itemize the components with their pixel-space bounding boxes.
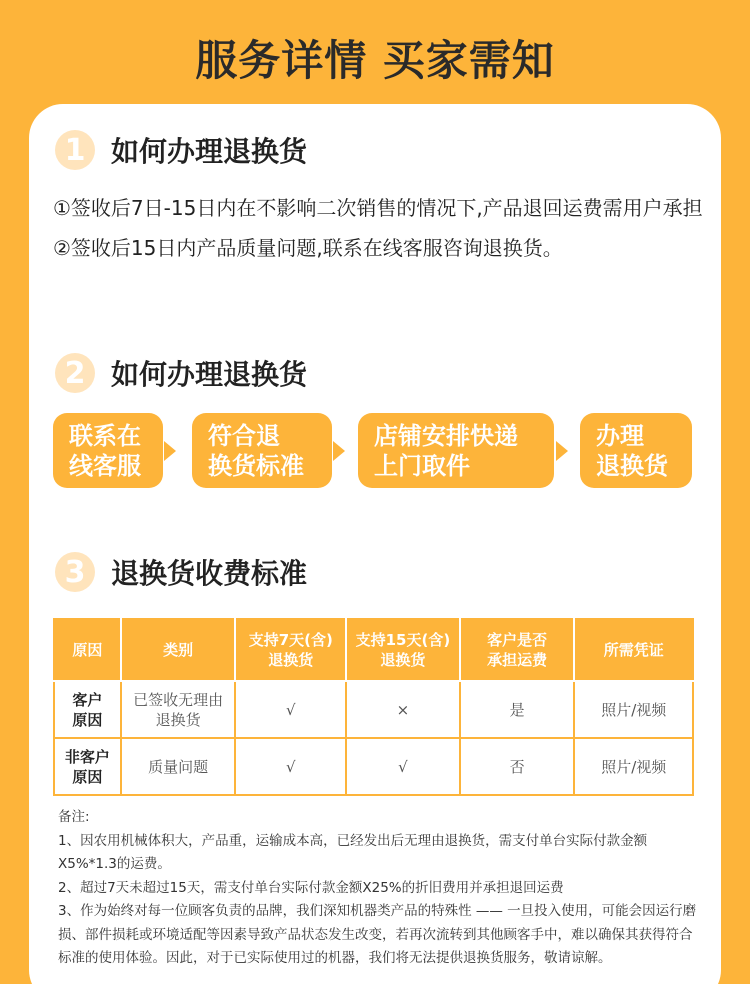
notes-heading: 备注: [58, 809, 90, 825]
process-step-4-line1: 办理 [596, 421, 644, 450]
process-step-3-line2: 上门取件 [374, 451, 470, 480]
notes-item: 1、因农用机械体积大，产品重，运输成本高，已经发出后无理由退换货，需支付单台实际付款金额X5%*1.3的运费。 [58, 832, 648, 872]
table-cell-15day: × [346, 681, 460, 738]
process-step-4-line2: 退换货 [596, 451, 668, 480]
process-step-1-line2: 线客服 [69, 451, 141, 480]
section-3-number-badge: 3 [55, 552, 95, 592]
table-header-cell: 所需凭证 [574, 619, 693, 681]
section-3-title: 退换货收费标准 [111, 557, 308, 590]
section-2-title: 如何办理退换货 [111, 358, 308, 391]
section-1-number-badge: 1 [55, 130, 95, 170]
table-cell-proof: 照片/视频 [574, 738, 693, 795]
table-header-cell: 客户是否承担运费 [460, 619, 575, 681]
arrow-right-icon [556, 441, 568, 461]
table-cell-15day: √ [346, 738, 460, 795]
process-step-4 [580, 413, 692, 488]
section-1-header [55, 130, 307, 170]
section-3-header [55, 552, 307, 592]
table-cell-category: 已签收无理由退换货 [121, 681, 236, 738]
process-step-3-line1: 店铺安排快递 [374, 421, 518, 450]
section-1-item-1: ①签收后7日-15日内在不影响二次销售的情况下,产品退回运费需用户承担 [53, 196, 703, 220]
table-header-cell: 原因 [54, 619, 121, 681]
process-step-1-line1: 联系在 [69, 421, 141, 450]
table-cell-7day: √ [235, 681, 346, 738]
table-cell-reason: 非客户原因 [54, 738, 121, 795]
section-1-text [53, 190, 713, 266]
table-header-cell: 支持7天(含)退换货 [235, 619, 346, 681]
table-row [54, 738, 693, 795]
table-cell-reason: 客户原因 [54, 681, 121, 738]
section-2-header [55, 353, 307, 393]
section-1-item-2: ②签收后15日内产品质量问题,联系在线客服咨询退换货。 [53, 236, 563, 260]
arrow-right-icon [333, 441, 345, 461]
table-cell-freight: 否 [460, 738, 575, 795]
process-step-2-line2: 换货标准 [208, 451, 304, 480]
arrow-right-icon [164, 441, 176, 461]
process-step-1 [53, 413, 163, 488]
process-step-2 [192, 413, 332, 488]
page-title: 服务详情 买家需知 [195, 36, 555, 85]
table-cell-category: 质量问题 [121, 738, 236, 795]
info-card [29, 104, 721, 984]
notes-item: 2、超过7天未超过15天，需支付单台实际付款金额X25%的折旧费用并承担退回运费 [58, 879, 564, 896]
process-step-3 [358, 413, 554, 488]
table-cell-7day: √ [235, 738, 346, 795]
table-cell-proof: 照片/视频 [574, 681, 693, 738]
table-header-cell: 类别 [121, 619, 236, 681]
notes-item: 3、作为始终对每一位顾客负责的品牌，我们深知机器类产品的特殊性 —— 一旦投入使用，可能会因运行磨损、部件损耗或环境适配等因素导致产品状态发生改变，若再次流转到其他顾客手中，难以确保其获得符合标准的使用体验。因此，对于已实际使用过的机器，我们将无法提供退换货服务，敬请谅解。 [58, 903, 697, 966]
process-step-2-line1: 符合退 [208, 421, 280, 450]
table-cell-freight: 是 [460, 681, 575, 738]
fee-standard-table [53, 618, 694, 796]
section-2-number-badge: 2 [55, 353, 95, 393]
notes-block [58, 806, 698, 971]
section-1-title: 如何办理退换货 [111, 135, 308, 168]
table-header-cell: 支持15天(含)退换货 [346, 619, 460, 681]
table-row [54, 681, 693, 738]
table-header-row [54, 619, 693, 681]
